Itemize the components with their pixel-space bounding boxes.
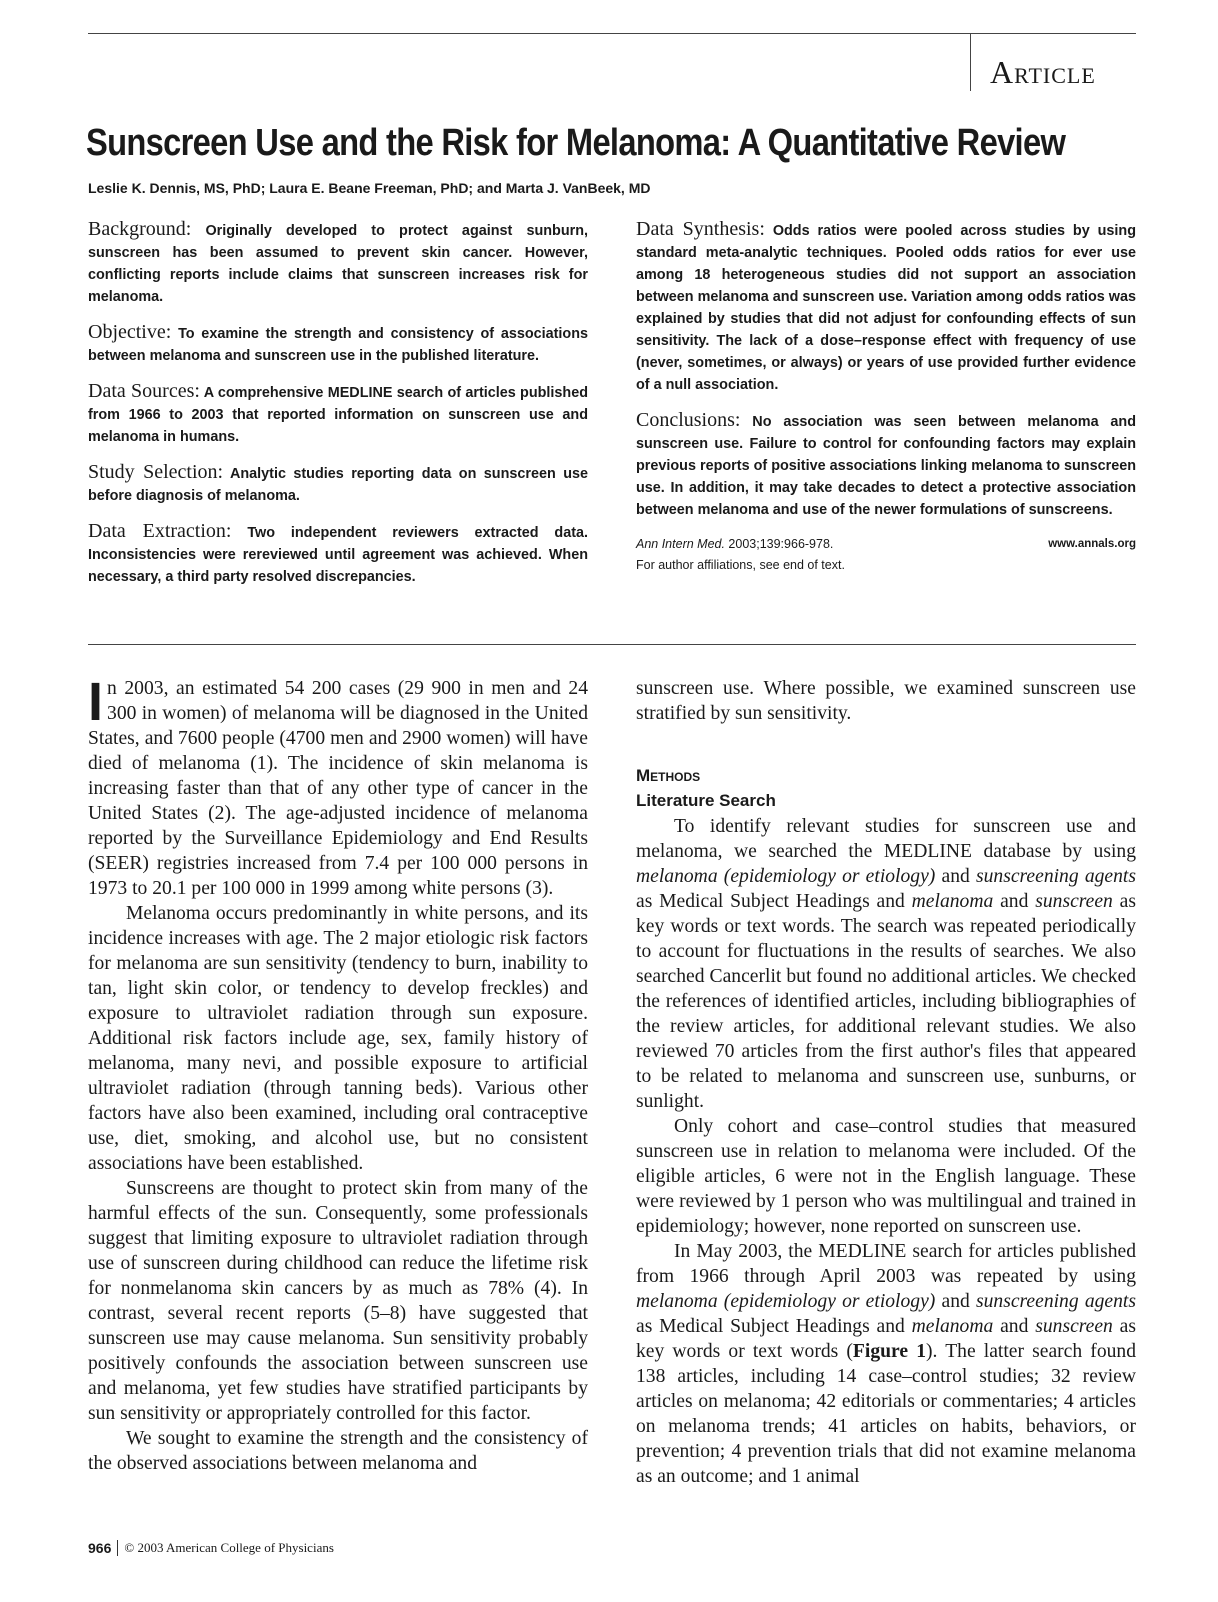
italic-term: melanoma bbox=[911, 891, 994, 912]
section-heading-methods: Methods bbox=[636, 766, 701, 785]
journal-name: Ann Intern Med. bbox=[636, 537, 725, 551]
header-divider bbox=[970, 33, 971, 91]
italic-term: sunscreening agents bbox=[975, 1291, 1136, 1312]
text-run: In May 2003, the MEDLINE search for articles published from 1966 through April 2003 was repeated by using bbox=[636, 1241, 1136, 1287]
citation-block bbox=[636, 534, 1136, 576]
affiliations-note: For author affiliations, see end of text. bbox=[636, 558, 845, 572]
body-paragraph: sunscreen use. Where possible, we examined sunscreen use stratified by sun sensitivity. bbox=[636, 678, 1136, 724]
text-run: and bbox=[993, 891, 1036, 912]
body-paragraph: Sunscreens are thought to protect skin from many of the harmful effects of the sun. Consequently, some professionals suggest that limiting exposure to ultraviolet radiation through use of sunscreen during childhood can reduce the lifetime risk for nonmelanoma skin cancers by as much as 78% (4). In contrast, several recent reports (5–8) have suggested that sunscreen use may cause melanoma. Sun sensitivity probably positively confounds the association between sunscreen use and melanoma, yet few studies have stratified participants by sun sensitivity or appropriately controlled for this factor. bbox=[88, 1178, 588, 1424]
body-paragraph: We sought to examine the strength and the consistency of the observed associations between melanoma and bbox=[88, 1428, 588, 1474]
body-paragraph bbox=[88, 672, 588, 901]
abstract-text: Odds ratios were pooled across studies by using standard meta-analytic techniques. Pooled odds ratios for ever use among 18 heterogeneous studies did not support an association between melanoma and sunscreen use. Variation among odds ratios was explained by studies that did not adjust for confounding effects of sun sensitivity. The lack of a dose–response effect with frequency of use (never, sometimes, or always) or years of use provided further evidence of a null association. bbox=[636, 223, 1137, 393]
italic-term: sunscreen bbox=[1035, 891, 1113, 912]
abstract-heading: Study Selection: bbox=[88, 461, 224, 483]
italic-term: melanoma (epidemiology or etiology) bbox=[636, 1291, 936, 1312]
abstract-heading: Background: bbox=[88, 218, 192, 240]
section-label bbox=[990, 54, 1096, 91]
italic-term: melanoma bbox=[911, 1316, 994, 1337]
paragraph-text: n 2003, an estimated 54 200 cases (29 900 in men and 24 300 in women) of melanoma will be diagnosed in the United States, and 7600 people (4700 men and 2900 women) will have died of melanoma (1). The incidence of skin melanoma is increasing faster than that of any other type of cancer in the United States (2). The age-adjusted incidence of melanoma reported by the Surveillance Epidemiology and End Results (SEER) registries increased from 7.4 per 100 000 persons in 1973 to 20.1 per 100 000 in 1999 among white persons (3). bbox=[88, 678, 588, 899]
drop-cap: I bbox=[88, 672, 104, 732]
abstract-text: Analytic studies reporting data on sunscreen use before diagnosis of melanoma. bbox=[88, 466, 588, 504]
italic-term: sunscreening agents bbox=[975, 866, 1136, 887]
copyright-notice: © 2003 American College of Physicians bbox=[124, 1540, 334, 1555]
text-run: as Medical Subject Headings and bbox=[636, 1316, 912, 1337]
text-run: as key words or text words. The search was repeated periodically to account for fluctuations in the results of searches. We also searched Cancerlit but found no additional articles. We checked the references of identified articles, including bibliographies of the review articles, for additional relevant studies. We also reviewed 70 articles from the first author's files that appeared to be related to melanoma and sunscreen use, sunburns, or sunlight. bbox=[636, 891, 1136, 1112]
body-paragraph: Melanoma occurs predominantly in white persons, and its incidence increases with age. The 2 major etiologic risk factors for melanoma are sun sensitivity (tendency to burn, inability to tan, light skin color, or tendency to develop freckles) and exposure to ultraviolet radiation through sun exposure. Additional risk factors include age, sex, family history of melanoma, many nevi, and possible exposure to artificial ultraviolet radiation (through tanning beds). Various other factors have also been examined, including oral contraceptive use, diet, smoking, and alcohol use, but no consistent associations have been established. bbox=[88, 903, 588, 1174]
top-rule bbox=[88, 33, 1136, 34]
body-paragraph: Only cohort and case–control studies that measured sunscreen use in relation to melanoma were included. Of the eligible articles, 6 were not in the English language. These were reviewed by 1 person who was multilingual and trained in epidemiology; however, none reported on sunscreen use. bbox=[636, 1116, 1136, 1237]
italic-term: melanoma (epidemiology or etiology) bbox=[636, 866, 936, 887]
abstract-objective bbox=[88, 321, 588, 367]
text-run: ). The latter search found 138 articles, including 14 case–control studies; 32 review articles on melanoma; 42 editorials or commentaries; 4 articles on melanoma trends; 41 articles on habits, behaviors, or prevention; 4 prevention trials that did not examine melanoma as an outcome; and 1 animal bbox=[636, 1341, 1137, 1487]
abstract-left-column bbox=[88, 218, 588, 601]
abstract-background bbox=[88, 218, 588, 308]
text-run: and bbox=[993, 1316, 1036, 1337]
section-label-text: Article bbox=[990, 54, 1096, 90]
text-run: as key words or text words ( bbox=[636, 1316, 1136, 1362]
abstract-heading: Data Synthesis: bbox=[636, 218, 765, 240]
body-left-column bbox=[88, 672, 588, 1476]
abstract-study-selection bbox=[88, 461, 588, 507]
body-paragraph bbox=[636, 814, 1136, 1114]
italic-term: sunscreen bbox=[1035, 1316, 1113, 1337]
abstract-data-extraction bbox=[88, 520, 588, 588]
abstract-heading: Conclusions: bbox=[636, 409, 741, 431]
text-run: and bbox=[935, 1291, 976, 1312]
text-run: To identify relevant studies for sunscreen use and melanoma, we searched the MEDLINE database by using bbox=[636, 816, 1136, 862]
abstract-text: Two independent reviewers extracted data. Inconsistencies were rereviewed until agreement was achieved. When necessary, a third party resolved discrepancies. bbox=[88, 525, 588, 585]
text-run: as Medical Subject Headings and bbox=[636, 891, 912, 912]
abstract-text: To examine the strength and consistency of associations between melanoma and sunscreen use in the published literature. bbox=[88, 326, 589, 364]
subsection-heading-literature-search: Literature Search bbox=[636, 791, 776, 810]
abstract-conclusions bbox=[636, 409, 1136, 521]
abstract-right-column bbox=[636, 218, 1136, 576]
citation-details: 2003;139:966-978. bbox=[724, 537, 834, 551]
body-right-column bbox=[636, 676, 1136, 1489]
abstract-data-synthesis bbox=[636, 218, 1136, 396]
abstract-text: A comprehensive MEDLINE search of articles published from 1966 to 2003 that reported information on sunscreen use and melanoma in humans. bbox=[88, 385, 588, 445]
section-divider bbox=[88, 644, 1136, 645]
abstract-heading: Data Extraction: bbox=[88, 520, 232, 542]
article-title: Sunscreen Use and the Risk for Melanoma: A Quantitative Review bbox=[86, 122, 1066, 164]
body-paragraph bbox=[636, 1239, 1136, 1489]
abstract-heading: Objective: bbox=[88, 321, 172, 343]
page-footer bbox=[88, 1540, 334, 1556]
journal-url-link[interactable]: www.annals.org bbox=[1048, 538, 1136, 550]
abstract-heading: Data Sources: bbox=[88, 380, 200, 402]
abstract-text: Originally developed to protect against sunburn, sunscreen has been assumed to prevent skin cancer. However, conflicting reports include claims that sunscreen increases risk for melanoma. bbox=[88, 223, 589, 305]
text-run: and bbox=[935, 866, 976, 887]
author-list: Leslie K. Dennis, MS, PhD; Laura E. Beane Freeman, PhD; and Marta J. VanBeek, MD bbox=[88, 180, 651, 196]
abstract-data-sources bbox=[88, 380, 588, 448]
figure-reference-link[interactable]: Figure 1 bbox=[852, 1341, 926, 1362]
page-number: 966 bbox=[88, 1540, 118, 1556]
abstract-text: No association was seen between melanoma and sunscreen use. Failure to control for confounding factors may explain previous reports of positive associations linking melanoma to sunscreen use. In addition, it may take decades to detect a protective association between melanoma and use of the newer formulations of sunscreens. bbox=[636, 414, 1136, 518]
